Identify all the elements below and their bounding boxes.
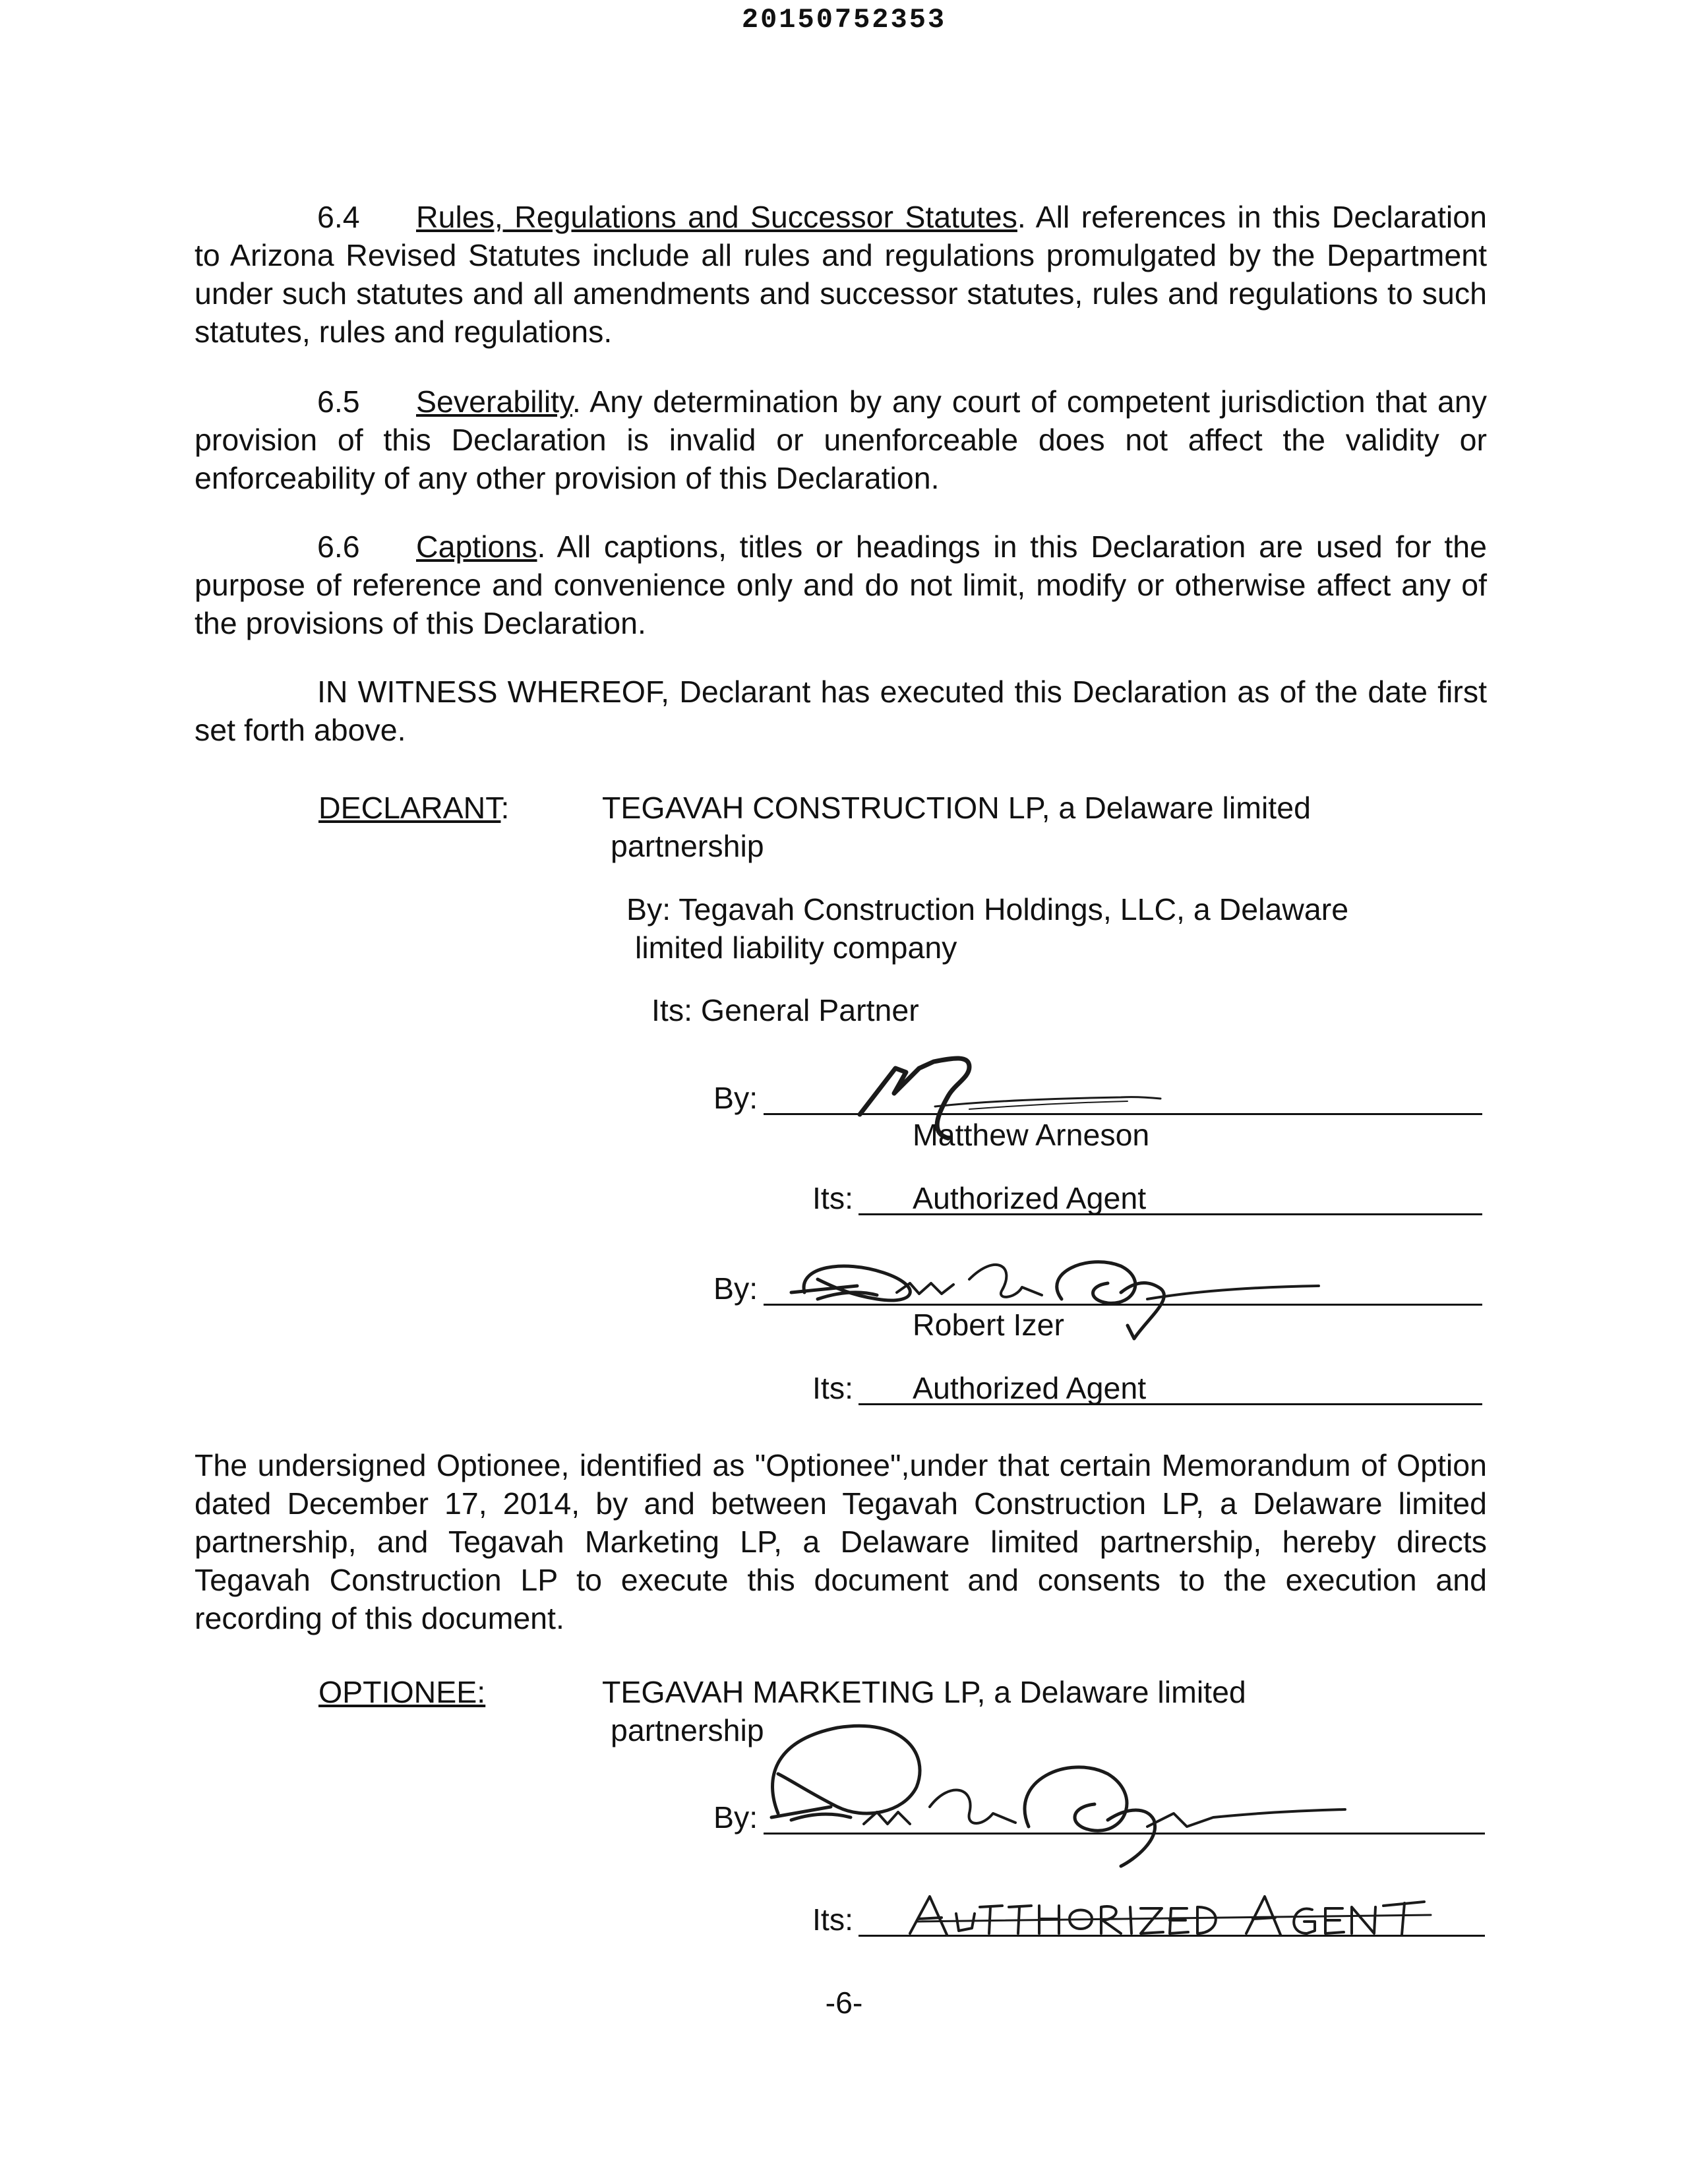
signer1-name: Matthew Arneson	[913, 1118, 1150, 1152]
signer2-name: Robert Izer	[913, 1308, 1065, 1342]
signer1-by-label: By:	[713, 1081, 758, 1115]
section-number: 6.4	[317, 200, 360, 234]
section-body: . All references in this Declaration to Arizona Revised Statutes include all rules and regulations promulgated by the Department under such statutes and all amendments and successor statutes, rules and regulations to such statutes, rules and regulations.	[195, 200, 1487, 349]
signer2-by-label: By:	[713, 1271, 758, 1306]
optionee-label: OPTIONEE:	[318, 1675, 486, 1709]
general-partner-role: Its: General Partner	[651, 993, 919, 1027]
signer1-title: Authorized Agent	[913, 1181, 1147, 1215]
declarant-entity-line2: partnership	[611, 829, 764, 863]
declarant-entity-line1: TEGAVAH CONSTRUCTION LP, a Delaware limited	[602, 791, 1311, 825]
recording-number: 20150752353	[741, 4, 947, 36]
optionee-entity-line2: partnership	[611, 1713, 764, 1747]
section-6-6	[195, 528, 1487, 642]
section-heading: Captions	[416, 530, 537, 564]
by-entity-line1: By: Tegavah Construction Holdings, LLC, a Delaware	[626, 892, 1349, 926]
handwritten-title-optionee	[903, 1887, 1444, 1947]
optionee-by-label: By:	[713, 1800, 758, 1835]
section-heading: Severability	[416, 384, 572, 419]
section-number: 6.6	[317, 530, 360, 564]
optionee-entity-line1: TEGAVAH MARKETING LP, a Delaware limited	[602, 1675, 1246, 1709]
section-heading: Rules, Regulations and Successor Statutes	[416, 200, 1017, 234]
section-6-4	[195, 198, 1487, 351]
consent-text: The undersigned Optionee, identified as "Optionee",under that certain Memorandum of Option dated December 17, 2014, by and between Tegavah Construction LP, a Delaware limited partnership, and Tegavah Marketing LP, a Delaware limited partnership, hereby directs Tegavah Construction LP to execute this document and consents to the execution and recording of this document.	[195, 1448, 1487, 1635]
by-entity-line2: limited liability company	[635, 930, 957, 965]
signer1-its-label: Its:	[812, 1181, 854, 1215]
signer2-its-label: Its:	[812, 1371, 854, 1405]
optionee-its-label: Its:	[812, 1902, 854, 1937]
section-number: 6.5	[317, 384, 360, 419]
signature-optionee	[752, 1701, 1385, 1886]
section-body: . Any determination by any court of competent jurisdiction that any provision of this Declaration is invalid or unenforceable does not affect the validity or enforceability of any other provision of this Declaration.	[195, 384, 1487, 495]
page-number: -6-	[825, 1986, 863, 2020]
witness-text: IN WITNESS WHEREOF, Declarant has executed this Declaration as of the date first set forth above.	[195, 675, 1487, 747]
witness-clause	[195, 673, 1487, 749]
section-body: . All captions, titles or headings in this Declaration are used for the purpose of reference and convenience only and do not limit, modify or otherwise affect any of the provisions of this Declaration.	[195, 530, 1487, 640]
signer2-title: Authorized Agent	[913, 1371, 1147, 1405]
optionee-consent	[195, 1446, 1487, 1637]
section-6-5	[195, 382, 1487, 497]
declarant-label: DECLARANT:	[318, 791, 510, 825]
